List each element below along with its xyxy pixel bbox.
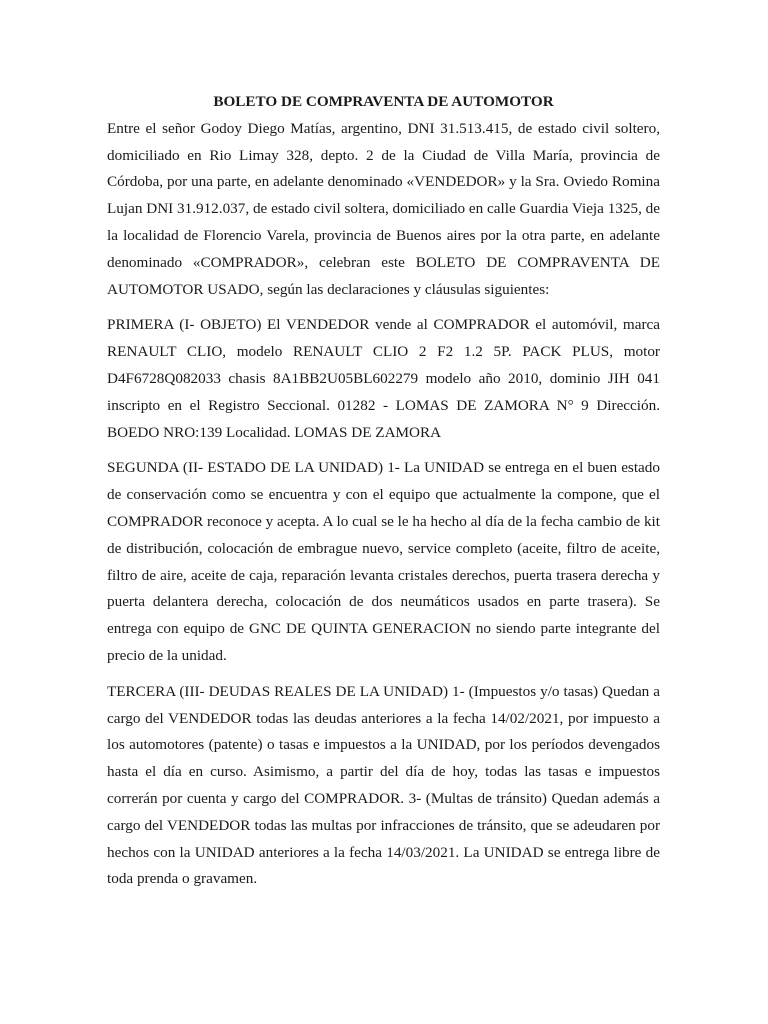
intro-paragraph: Entre el señor Godoy Diego Matías, argentino, DNI 31.513.415, de estado civil soltero, domiciliado en Rio Limay 328, depto. 2 de la Ciudad de Villa María, provincia de Córdoba, por una parte, en adelante denominado «VENDEDOR» y la Sra. Oviedo Romina Lujan DNI 31.912.037, de estado civil soltera, domiciliado en calle Guardia Vieja 1325, de la localidad de Florencio Varela, provincia de Buenos aires por la otra parte, en adelante denominado «COMPRADOR», celebran este BOLETO DE COMPRAVENTA DE AUTOMOTOR USADO, según las declaraciones y cláusulas siguientes: — [107, 119, 660, 298]
document-title: BOLETO DE COMPRAVENTA DE AUTOMOTOR — [213, 93, 554, 110]
clause-tercera-paragraph: TERCERA (III- DEUDAS REALES DE LA UNIDAD) 1- (Impuestos y/o tasas) Quedan a cargo del VENDEDOR todas las deudas anteriores a la fecha 14/02/2021, por impuesto a los automotores (patente) o tasas e impuestos a la UNIDAD, por los períodos devengados hasta el día en curso. Asimismo, a partir del día de hoy, todas las tasas e impuestos correrán por cuenta y cargo del COMPRADOR. 3- (Multas de tránsito) Quedan además a cargo del VENDEDOR todas las multas por infracciones de tránsito, que se adeudaren por hechos con la UNIDAD anteriores a la fecha 14/03/2021. La UNIDAD se entrega libre de toda prenda o gravamen. — [107, 682, 660, 888]
clause-primera-paragraph: PRIMERA (I- OBJETO) El VENDEDOR vende al COMPRADOR el automóvil, marca RENAULT CLIO, modelo RENAULT CLIO 2 F2 1.2 5P. PACK PLUS, motor D4F6728Q082033 chasis 8A1BB2U05BL602279 modelo año 2010, dominio JIH 041 inscripto en el Registro Seccional. 01282 - LOMAS DE ZAMORA N° 9 Dirección. BOEDO NRO:139 Localidad. LOMAS DE ZAMORA — [107, 316, 660, 441]
clause-segunda-paragraph: SEGUNDA (II- ESTADO DE LA UNIDAD) 1- La UNIDAD se entrega en el buen estado de conservación como se encuentra y con el equipo que actualmente la compone, que el COMPRADOR reconoce y acepta. A lo cual se le ha hecho al día de la fecha cambio de kit de distribución, colocación de embrague nuevo, service completo (aceite, filtro de aceite, filtro de aire, aceite de caja, reparación levanta cristales derechos, puerta trasera derecha y puerta delantera derecha, colocación de dos neumáticos usados en parte trasera). Se entrega con equipo de GNC DE QUINTA GENERACION no siendo parte integrante del precio de la unidad. — [107, 459, 660, 664]
document-body — [107, 89, 660, 902]
